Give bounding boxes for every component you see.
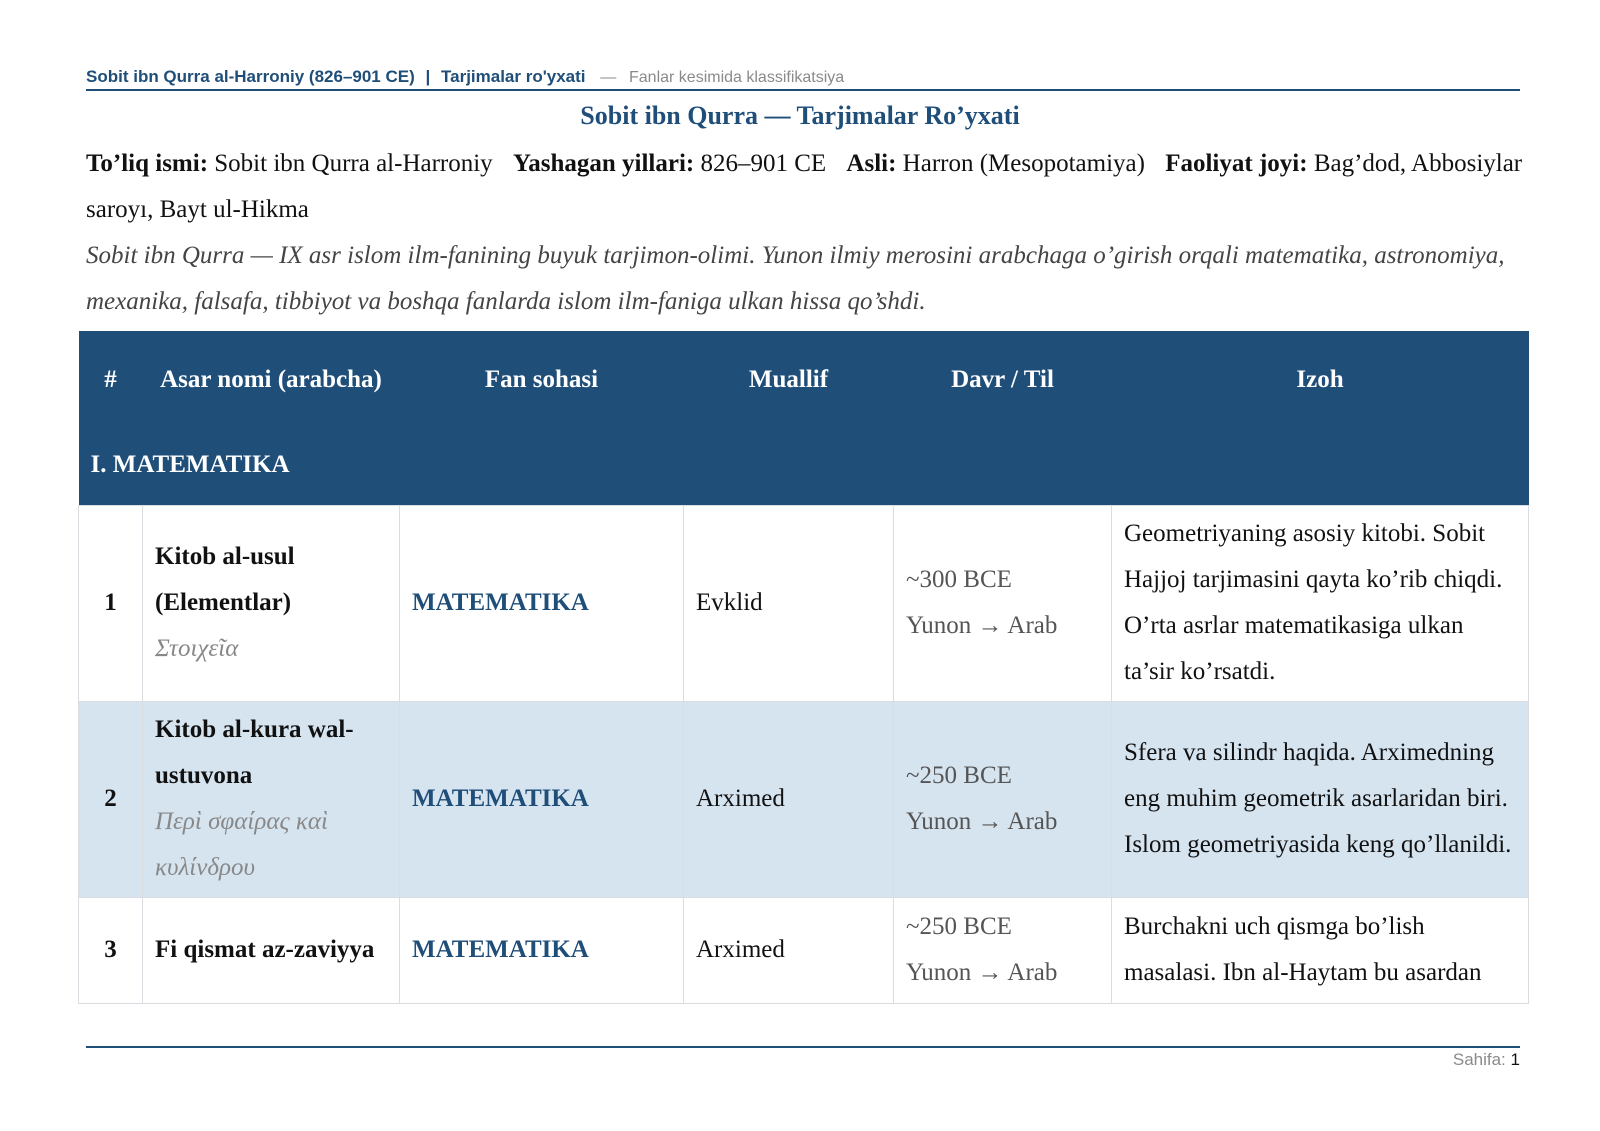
years-label: Yashagan yillari: bbox=[512, 150, 695, 177]
work-title: Kitob al-kura wal-ustuvona bbox=[155, 715, 354, 789]
page-header bbox=[86, 66, 1520, 91]
column-header-author: Muallif bbox=[684, 331, 894, 429]
field-cell: MATEMATIKA bbox=[400, 702, 684, 898]
place-value: Bag’dod, Abbosiylar saroyı, Bayt ul-Hikma bbox=[86, 150, 1523, 223]
table-row bbox=[79, 506, 1529, 702]
footer-divider bbox=[86, 1046, 1520, 1048]
period-language-cell bbox=[894, 898, 1112, 1004]
author-cell: Evklid bbox=[684, 506, 894, 702]
work-original-title: Στοιχεῖα bbox=[155, 634, 239, 662]
header-separator: | bbox=[425, 67, 431, 86]
years-value: 826–901 CE bbox=[700, 150, 827, 177]
work-title-cell bbox=[143, 506, 400, 702]
language: Yunon → Arab bbox=[906, 611, 1058, 639]
header-doc-title: Tarjimalar ro'yxati bbox=[441, 67, 586, 86]
note-cell: Geometriyaning asosiy kitobi. Sobit Hajjoj tarjimasini qayta ko’rib chiqdi. O’rta asrlar matematikasiga ulkan ta’sir ko’rsatdi. bbox=[1112, 506, 1529, 702]
origin-value: Harron (Mesopotamiya) bbox=[902, 150, 1145, 177]
page-footer bbox=[1453, 1049, 1520, 1071]
period-language-cell bbox=[894, 506, 1112, 702]
row-number: 3 bbox=[79, 898, 143, 1004]
field-cell: MATEMATIKA bbox=[400, 898, 684, 1004]
period: ~250 BCE bbox=[906, 761, 1012, 789]
author-cell: Arximed bbox=[684, 898, 894, 1004]
biography-info bbox=[86, 141, 1526, 233]
language: Yunon → Arab bbox=[906, 958, 1058, 986]
table-header-row bbox=[79, 331, 1529, 429]
page-number: 1 bbox=[1510, 1050, 1520, 1069]
section-header-row bbox=[79, 429, 1529, 506]
origin-label: Asli: bbox=[846, 150, 897, 177]
header-dash: — bbox=[600, 69, 617, 86]
column-header-period-language: Davr / Til bbox=[894, 331, 1112, 429]
field-cell: MATEMATIKA bbox=[400, 506, 684, 702]
section-title: I. MATEMATIKA bbox=[79, 429, 1529, 506]
table-row bbox=[79, 898, 1529, 1004]
period: ~300 BCE bbox=[906, 565, 1012, 593]
column-header-number: # bbox=[79, 331, 143, 429]
work-title: Kitob al-usul (Elementlar) bbox=[155, 542, 295, 616]
period: ~250 BCE bbox=[906, 912, 1012, 940]
note-cell: Sfera va silindr haqida. Arximedning eng muhim geometrik asarlaridan biri. Islom geometriyasida keng qo’llanildi. bbox=[1112, 702, 1529, 898]
translations-table bbox=[78, 331, 1529, 1004]
work-original-title: Περὶ σφαίρας καὶ κυλίνδρου bbox=[155, 807, 328, 881]
summary-paragraph: Sobit ibn Qurra — IX asr islom ilm-fanining buyuk tarjimon-olimi. Yunon ilmiy merosini arabchaga o’girish orqali matematika, astronomiya, mexanika, falsafa, tibbiyot va boshqa fanlarda islom ilm-faniga ulkan hissa qo’shdi. bbox=[86, 242, 1505, 315]
author-cell: Arximed bbox=[684, 702, 894, 898]
note-cell: Burchakni uch qismga bo’lish masalasi. Ibn al-Haytam bu asardan bbox=[1112, 898, 1529, 1004]
row-number: 2 bbox=[79, 702, 143, 898]
table-row bbox=[79, 702, 1529, 898]
column-header-field: Fan sohasi bbox=[400, 331, 684, 429]
place-label: Faoliyat joyi: bbox=[1165, 150, 1308, 177]
document-title: Sobit ibn Qurra — Tarjimalar Ro’yxati bbox=[580, 101, 1020, 130]
work-title: Fi qismat az-zaviyya bbox=[155, 935, 375, 963]
work-title-cell bbox=[143, 898, 400, 1004]
language: Yunon → Arab bbox=[906, 807, 1058, 835]
row-number: 1 bbox=[79, 506, 143, 702]
full-name-value: Sobit ibn Qurra al-Harroniy bbox=[214, 150, 493, 177]
work-title-cell bbox=[143, 702, 400, 898]
full-name-label: To’liq ismi: bbox=[86, 150, 209, 177]
page-label: Sahifa: bbox=[1452, 1050, 1506, 1069]
column-header-work-title: Asar nomi (arabcha) bbox=[143, 331, 400, 429]
column-header-note: Izoh bbox=[1112, 331, 1529, 429]
period-language-cell bbox=[894, 702, 1112, 898]
header-author: Sobit ibn Qurra al-Harroniy (826–901 CE) bbox=[86, 67, 415, 86]
header-subtitle: Fanlar kesimida klassifikatsiya bbox=[629, 69, 845, 86]
